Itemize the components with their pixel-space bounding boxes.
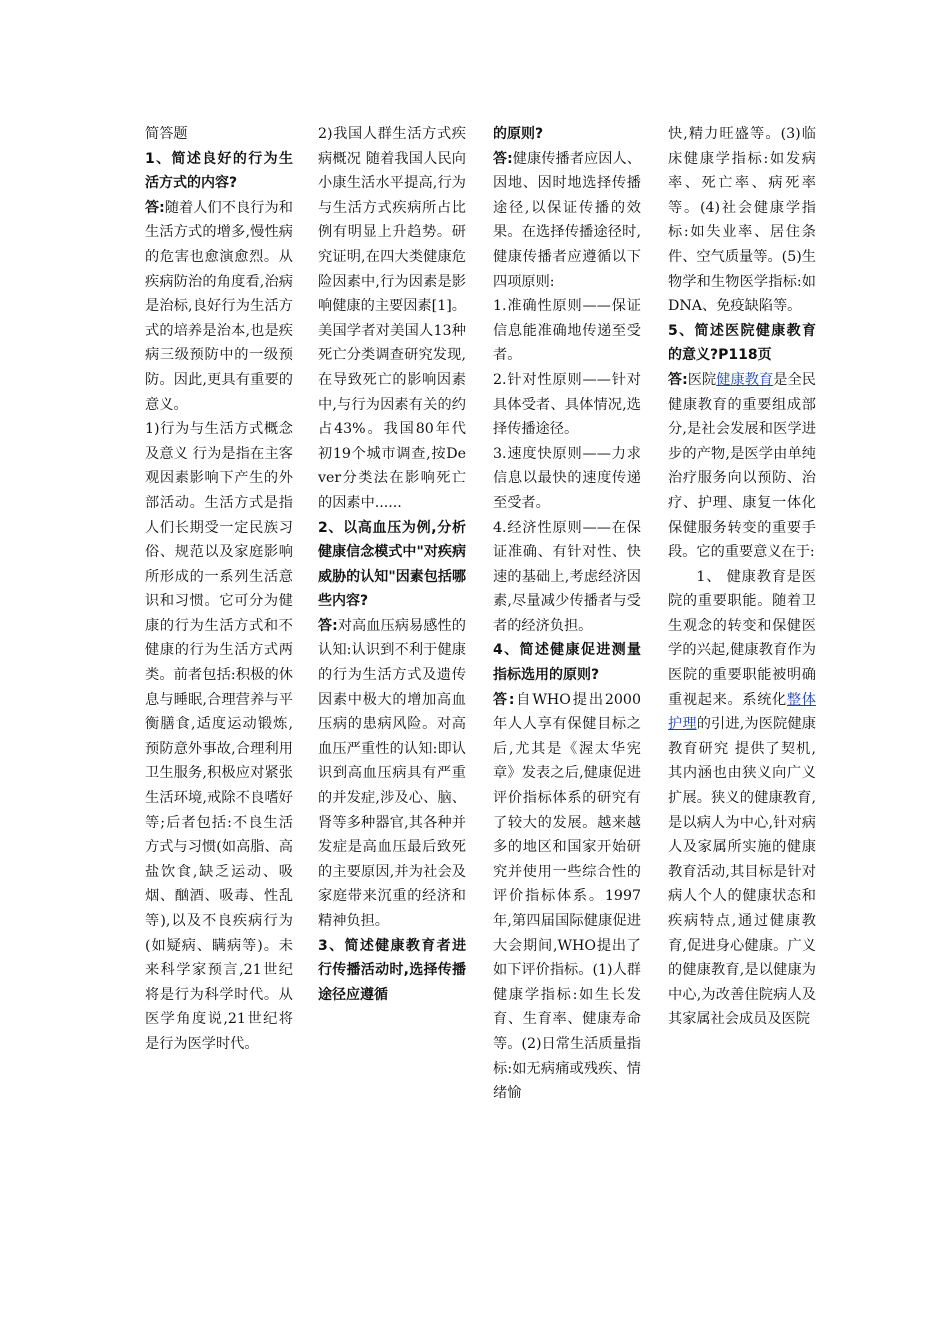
- question-3-title-cont: 的原则?: [493, 126, 544, 142]
- answer-2: [318, 614, 466, 934]
- principle-item: 4.经济性原则——在保证准确、有针对性、快速的基础上,考虑经济因素,尽量减少传播者与受者的经济负担。: [493, 519, 641, 634]
- answer-3-text: 健康传播者应因人、因地、因时地选择传播途径,以保证传播的效果。在选择传播途径时,健康传播者应遵循以下四项原则:: [493, 150, 641, 290]
- answer-label: 答:: [145, 199, 165, 216]
- holistic-nursing-link[interactable]: 整体护理: [668, 691, 816, 733]
- answer-4-cont: 快,精力旺盛等。(3)临床健康学指标:如发病率、死亡率、病死率等。(4)社会健康学指标:如失业率、居住条件、空气质量等。(5)生物学和生物医学指标:如DNA、免疫缺陷等。: [668, 126, 816, 315]
- column-2: [318, 122, 466, 1007]
- column-3: [493, 122, 641, 1106]
- answer-3: [493, 147, 641, 295]
- answer-label: 答:: [493, 150, 513, 167]
- answer-label: 答:: [493, 691, 515, 708]
- answer-1: [145, 196, 293, 417]
- answer-label: 答:: [668, 371, 688, 388]
- answer-1-paragraph-2: 2)我国人群生活方式疾病概况 随着我国人民向小康生活水平提高,行为与生活方式疾病所占比例有明显上升趋势。研究证明,在四大类健康危险因素中,行为因素是影响健康的主要因素[1]。美国学者对美国人13种死亡分类调查研究发现,在导致死亡的影响因素中,与行为因素有关的约占43%。我国80年代初19个城市调查,按Dever分类法在影响死亡的因素中......: [318, 126, 466, 511]
- question-4-title: 4、简述健康促进测量指标选用的原则?: [493, 642, 641, 684]
- question-3-title: 3、简述健康教育者进行传播活动时,选择传播途径应遵循: [318, 937, 466, 1003]
- answer-5-text-b: 是全民健康教育的重要组成部分,是社会发展和医学进步的产物,是医学由单纯治疗服务向以预防、治疗、护理、康复一体化保健服务转变的重要手段。它的重要意义在于:: [668, 371, 816, 561]
- principle-item: 1.准确性原则——保证信息能准确地传递至受者。: [493, 298, 641, 364]
- column-4: [668, 122, 816, 1032]
- answer-5: [668, 368, 816, 565]
- principle-item: 2.针对性原则——针对具体受者、具体情况,选择传播途径。: [493, 371, 641, 438]
- answer-5-paragraph-1: [668, 565, 816, 1032]
- section-heading: 简答题: [145, 126, 188, 142]
- answer-label: 答:: [318, 617, 338, 634]
- answer-5-p1-a: 1、 健康教育是医院的重要职能。随着卫生观念的转变和保健医学的兴起,健康教育作为医院的重要职能被明确重视起来。系统化: [668, 568, 816, 708]
- answer-1-text: 随着人们不良行为和生活方式的增多,慢性病的危害也愈演愈烈。从疾病防治的角度看,治病是治标,良好行为生活方式的培养是治本,也是疾病三级预防中的一级预防。因此,更具有重要的意义。: [145, 199, 293, 413]
- question-2-title: 2、以高血压为例,分析健康信念模式中"对疾病威胁的认知"因素包括哪些内容?: [318, 519, 466, 610]
- principle-item: 3.速度快原则——力求信息以最快的速度传递至受者。: [493, 445, 641, 511]
- answer-5-text-a: 医院: [687, 371, 717, 388]
- question-1-title: 1、简述良好的行为生活方式的内容?: [145, 150, 293, 192]
- health-education-link[interactable]: 健康教育: [716, 371, 774, 388]
- answer-1-paragraph-1: 1)行为与生活方式概念及意义 行为是指在主客观因素影响下产生的外部活动。生活方式是指人们长期受一定民族习俗、规范以及家庭影响所形成的一系列生活意识和习惯。它可分为健康的行为生活方式和不健康的行为生活方式两类。前者包括:积极的休息与睡眠,合理营养与平衡膳食,适度运动锻炼,预防意外事故,合理利用卫生服务,积极应对紧张生活环境,戒除不良嗜好等;后者包括:不良生活方式与习惯(如高脂、高盐饮食,缺乏运动、吸烟、酗酒、吸毒、性乱等),以及不良疾病行为(如疑病、瞒病等)。未来科学家预言,21世纪将是行为科学时代。从医学角度说,21世纪将是行为医学时代。: [145, 421, 293, 1052]
- answer-2-text: 对高血压病易感性的认知:认识到不利于健康的行为生活方式及遗传因素中极大的增加高血压病的患病风险。对高血压严重性的认知:即认识到高血压病具有严重的并发症,涉及心、脑、肾等多种器官,其各种并发症是高血压最后致死的主要原因,并为社会及家庭带来沉重的经济和精神负担。: [318, 617, 466, 929]
- column-1: [145, 122, 293, 1057]
- answer-5-p1-b: 的引进,为医院健康教育研究 提供了契机,其内涵也由狭义向广义扩展。狭义的健康教育,是以病人为中心,针对病人及家属所实施的健康教育活动,其目标是针对病人个人的健康状态和疾病特点,通过健康教育,促进身心健康。广义的健康教育,是以健康为中心,为改善住院病人及其家属社会成员及医院: [668, 716, 816, 1028]
- answer-4: [493, 688, 641, 1106]
- answer-4-text: 自WHO提出2000年人人享有保健目标之后,尤其是《渥太华宪章》发表之后,健康促进评价指标体系的研究有了较大的发展。越来越多的地区和国家开始研究并使用一些综合性的评价指标体系。1997年,第四届国际健康促进大会期间,WHO提出了如下评价指标。(1)人群健康学指标:如生长发育、生育率、健康寿命等。(2)日常生活质量指标:如无病痛或残疾、情绪愉: [493, 691, 641, 1102]
- question-5-title: 5、简述医院健康教育的意义?P118页: [668, 322, 816, 364]
